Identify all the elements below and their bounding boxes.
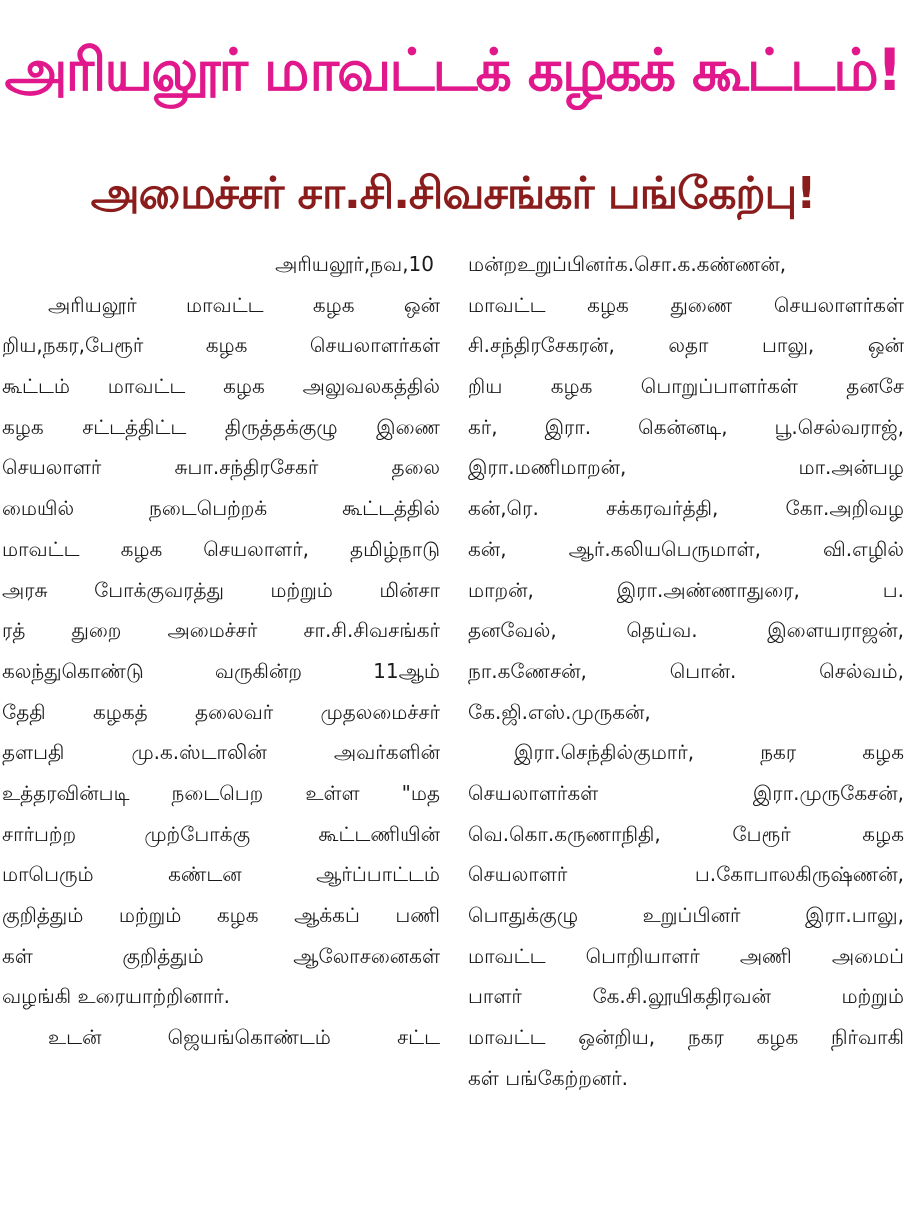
body-line: கன், ஆர்.கலியபெருமாள், வி.எழில் [468,536,904,561]
body-line: மாறன், இரா.அண்ணாதுரை, ப. [468,577,904,602]
body-line: கள் பங்கேற்றனர். [468,1065,629,1090]
body-line: மாவட்ட கழக துணை செயலாளர்கள் [468,292,904,317]
body-line: பொதுக்குழு உறுப்பினர் இரா.பாலு, [468,903,904,927]
body-line: சி.சந்திரசேகரன், லதா பாலு, ஒன் [468,333,904,358]
headline: அரியலூர் மாவட்டக் கழகக் கூட்டம்! [5,36,901,104]
body-line: தேதி கழகத் தலைவர் முதலமைச்சர் [2,699,440,724]
body-line: இரா.செந்தில்குமார், நகர கழக [514,740,904,765]
body-line: உடன் ஜெயங்கொண்டம் சட்ட [48,1025,440,1050]
body-line: உத்தரவின்படி நடைபெற உள்ள "மத [2,780,440,805]
body-line: மாவட்ட கழக செயலாளர், தமிழ்நாடு [2,536,440,561]
body-line: கழக சட்டத்திட்ட திருத்தக்குழு இணை [2,414,440,439]
body-line: வழங்கி உரையாற்றினார். [2,984,230,1009]
body-line: அரியலூர் மாவட்ட கழக ஒன் [48,292,440,317]
body-line: மாவட்ட ஒன்றிய, நகர கழக நிர்வாகி [468,1025,904,1050]
body-line: மன்றஉறுப்பினர்க.சொ.க.கண்ணன், [468,252,787,276]
subheadline: அமைச்சர் சா.சி.சிவசங்கர் பங்கேற்பு! [90,167,816,219]
body-line: வெ.கொ.கருணாநிதி, பேரூர் கழக [468,821,904,846]
body-line: செயலாளர்கள் இரா.முருகேசன், [468,780,904,805]
body-line: மாவட்ட பொறியாளர் அணி அமைப் [468,943,904,968]
body-line: கன்,ரெ. சக்கரவர்த்தி, கோ.அறிவழ [468,496,904,521]
body-line: கள் குறித்தும் ஆலோசனைகள் [2,943,440,968]
body-line: இரா.மணிமாறன், மா.அன்பழ [468,455,904,480]
body-line: தனவேல், தெய்வ. இளையராஜன், [468,618,904,643]
body-line: பாளர் கே.சி.லூயிகதிரவன் மற்றும் [468,984,904,1009]
body-line: கர், இரா. கென்னடி, பூ.செல்வராஜ், [468,414,904,439]
body-line: கே.ஜி.எஸ்.முருகன், [468,699,651,724]
body-line: மாபெரும் கண்டன ஆர்ப்பாட்டம் [2,862,440,887]
body-line: செயலாளர் ப.கோபாலகிருஷ்ணன், [468,862,904,887]
body-line: நா.கணேசன், பொன். செல்வம், [468,658,904,683]
body-line: றிய,நகர,பேரூர் கழக செயலாளர்கள் [2,333,440,358]
body-line: றிய கழக பொறுப்பாளர்கள் தனசே [468,374,904,399]
body-line: மையில் நடைபெற்றக் கூட்டத்தில் [2,496,440,521]
body-line: செயலாளர் சுபா.சந்திரசேகர் தலை [2,455,440,480]
body-line: கூட்டம் மாவட்ட கழக அலுவலகத்தில் [2,374,440,399]
body-line: குறித்தும் மற்றும் கழக ஆக்கப் பணி [2,903,440,927]
right-column [468,244,904,1098]
body-line: தளபதி மு.க.ஸ்டாலின் அவர்களின் [2,740,440,765]
left-column [2,244,440,1058]
dateline: அரியலூர்,நவ,10 [275,252,434,276]
body-line: சார்பற்ற முற்போக்கு கூட்டணியின் [2,821,440,846]
body-line: கலந்துகொண்டு வருகின்ற 11ஆம் [2,658,440,683]
body-line: அரசு போக்குவரத்து மற்றும் மின்சா [2,577,440,602]
body-line: ரத் துறை அமைச்சர் சா.சி.சிவசங்கர் [2,618,440,643]
